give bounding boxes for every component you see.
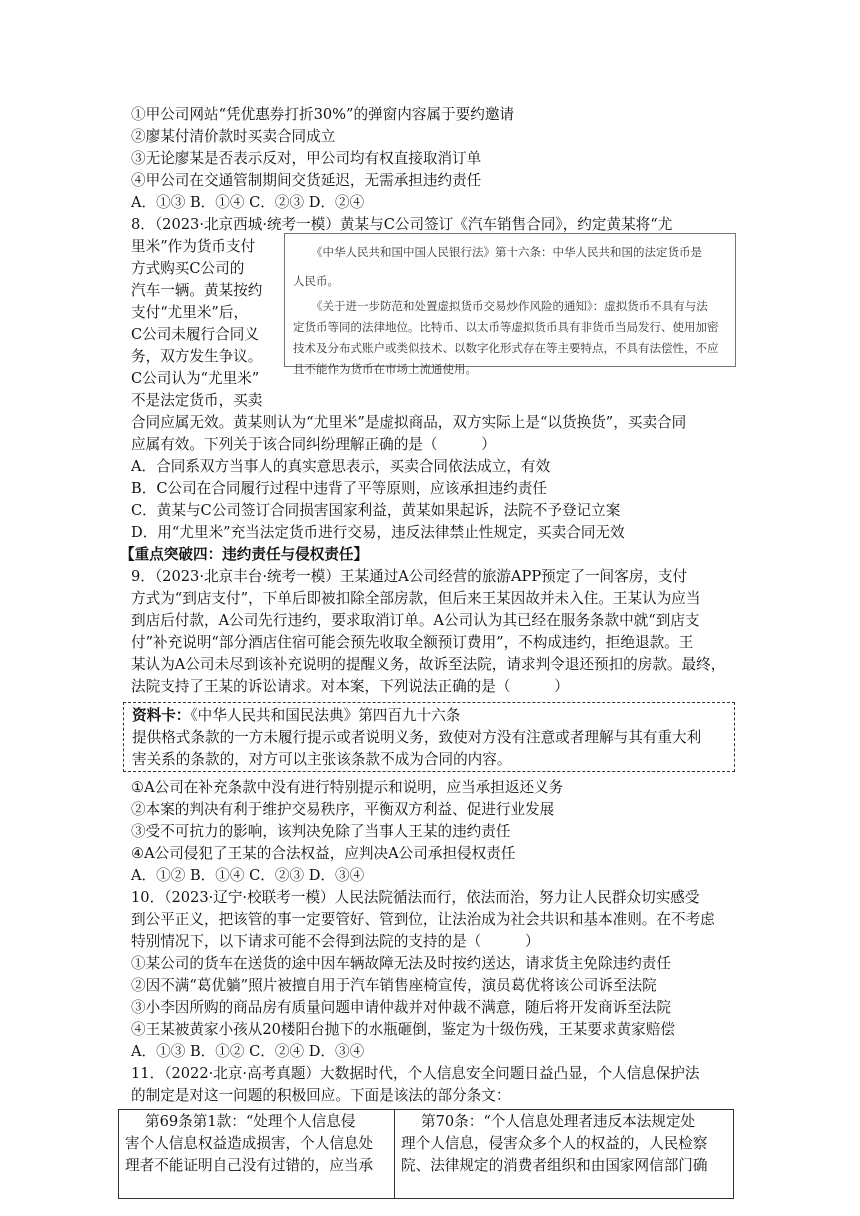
q9-option-2: ②本案的判决有利于维护交易秩序，平衡双方利益、促进行业发展: [131, 801, 555, 818]
q8-stem-line: 合同应属无效。黄某则认为“尤里米”是虚拟商品，双方实际上是“以货换货”，买卖合同: [131, 414, 687, 431]
q8-option-d: D．用“尤里米”充当法定货币进行交易，违反法律禁止性规定，买卖合同无效: [131, 524, 625, 541]
q9-question: 法院支持了王某的诉讼请求。对本案，下列说法正确的是（ ）: [131, 678, 569, 695]
q10-option-3: ③小李因所购的商品房有质量问题申请仲裁并对仲裁不满意，随后将开发商诉至法院: [131, 999, 671, 1016]
article-70-line: 第70条：“个人信息处理者违反本法规定处: [421, 1113, 696, 1130]
q11-stem-line: 的制定是对这一问题的积极回应。下面是该法的部分条文：: [131, 1087, 511, 1104]
article-69-cell: [119, 1110, 395, 1198]
q8-stem-line: 不是法定货币，买卖: [131, 392, 263, 409]
q10-stem-line: 到公平正义，把该管的事一定要管好、管到位，让法治成为社会共识和基本准则。在不考虑: [131, 911, 715, 928]
section-heading: 【重点突破四：违约责任与侵权责任】: [120, 546, 369, 563]
q8-stem-line: 方式购买C公司的: [131, 260, 245, 277]
q9-resource-card: [123, 702, 735, 772]
resource-card-source: 《中华人民共和国民法典》第四百九十六条: [190, 707, 461, 724]
resource-card-title: 资料卡：: [132, 707, 191, 724]
q7-option-2: ②廖某付清价款时买卖合同成立: [131, 128, 336, 145]
citation-line: 技术及分布式账户或类似技术、以数字化形式存在等主要特点，不具有法偿性，不应: [293, 341, 719, 355]
q11-stem-line: 11．（2022·北京·高考真题）大数据时代，个人信息安全问题日益凸显，个人信息保护法: [131, 1065, 700, 1082]
q9-stem-line: 9．（2023·北京丰台·统考一模）王某通过A公司经营的旅游APP预定了一间客房，支付: [131, 568, 688, 585]
resource-card-line: 害关系的条款的，对方可以主张该条款不成为合同的内容。: [132, 751, 512, 768]
q9-option-4: ④A公司侵犯了王某的合法权益，应判决A公司承担侵权责任: [131, 845, 516, 862]
q8-stem-line: 8．（2023·北京西城·统考一模）黄某与C公司签订《汽车销售合同》，约定黄某将“尤: [131, 216, 673, 233]
q11-law-articles-table: [118, 1109, 734, 1199]
q10-option-2: ②因不满“葛优躺”照片被擅自用于汽车销售座椅宣传，演员葛优将该公司诉至法院: [131, 977, 657, 994]
citation-line: 《中华人民共和国中国人民银行法》第十六条：中华人民共和国的法定货币是: [311, 245, 702, 259]
citation-line: 人民币。: [293, 274, 339, 288]
article-69-line: 理者不能证明自己没有过错的，应当承: [125, 1157, 374, 1174]
q10-option-1: ①某公司的货车在送货的途中因车辆故障无法及时按约送达，请求货主免除违约责任: [131, 955, 671, 972]
q8-stem-line: 里米”作为货币支付: [131, 238, 256, 255]
q10-stem-line: 10．（2023·辽宁·校联考一模）人民法院循法而行，依法而治，努力让人民群众切实感受: [131, 889, 700, 906]
q8-stem-line: 务，双方发生争议。: [131, 348, 263, 365]
article-70-line: 院、法律规定的消费者组织和由国家网信部门确: [401, 1157, 708, 1174]
q9-option-3: ③受不可抗力的影响，该判决免除了当事人王某的违约责任: [131, 823, 511, 840]
q8-stem-line: 汽车一辆。黄某按约: [131, 282, 263, 299]
q8-option-c: C．黄某与C公司签订合同损害国家利益，黄某如果起诉，法院不予登记立案: [131, 502, 621, 519]
resource-card-header: [132, 705, 460, 727]
q10-question: 特别情况下，以下请求可能不会得到法院的支持的是（ ）: [131, 933, 540, 950]
article-69-line: 第69条第1款：“处理个人信息侵: [145, 1113, 356, 1130]
q9-stem-line: 付”补充说明“部分酒店住宿可能会预先收取全额预订费用”，不构成违约，拒绝退款。王: [131, 634, 694, 651]
q10-option-4: ④王某被黄家小孩从20楼阳台抛下的水瓶砸倒，鉴定为十级伤残，王某要求黄家赔偿: [131, 1021, 675, 1038]
q7-option-3: ③无论廖某是否表示反对，甲公司均有权直接取消订单: [131, 150, 482, 167]
q9-stem-line: 某认为A公司未尽到该补充说明的提醒义务，故诉至法院，请求判令退还预扣的房款。最终，: [131, 656, 726, 673]
article-69-line: 害个人信息权益造成损害，个人信息处: [125, 1135, 374, 1152]
citation-line: 《关于进一步防范和处置虚拟货币交易炒作风险的通知》：虚拟货币不具有与法: [311, 299, 708, 313]
q8-option-b: B．C公司在合同履行过程中违背了平等原则，应该承担违约责任: [131, 480, 547, 497]
article-70-cell: [395, 1110, 733, 1198]
q8-citation-box: [284, 233, 736, 376]
q7-option-1: ①甲公司网站“凭优惠券打折30%”的弹窗内容属于要约邀请: [131, 106, 515, 123]
q7-option-4: ④甲公司在交通管制期间交货延迟，无需承担违约责任: [131, 172, 482, 189]
q9-answer-choices: A．①② B．①④ C．②③ D．③④: [131, 867, 365, 884]
citation-line: 定货币等同的法律地位。比特币、以太币等虚拟货币具有非货币当局发行、使用加密: [293, 320, 719, 334]
q9-stem-line: 到店后付款，A公司先行违约，要求取消订单。A公司认为其已经在服务条款中就“到店支: [131, 612, 700, 629]
citation-line: 且不能作为货币在市场上流通使用。: [293, 362, 477, 376]
resource-card-line: 提供格式条款的一方未履行提示或者说明义务，致使对方没有注意或者理解与其有重大利: [132, 729, 702, 746]
q8-stem-line: 支付“尤里米”后，: [131, 304, 249, 321]
q9-stem-line: 方式为“到店支付”，下单后即被扣除全部房款，但后来王某因故并未入住。王某认为应当: [131, 590, 701, 607]
q8-stem-line: C公司未履行合同义: [131, 326, 259, 343]
q8-option-a: A．合同系双方当事人的真实意思表示，买卖合同依法成立，有效: [131, 458, 551, 475]
q9-option-1: ①A公司在补充条款中没有进行特别提示和说明，应当承担返还义务: [131, 779, 564, 796]
q8-question: 应属有效。下列关于该合同纠纷理解正确的是（ ）: [131, 436, 496, 453]
q7-answer-choices: A．①③ B．①④ C．②③ D．②④: [131, 194, 365, 211]
article-70-line: 理个人信息，侵害众多个人的权益的，人民检察: [401, 1135, 708, 1152]
q10-answer-choices: A．①③ B．①② C．②④ D．③④: [131, 1043, 365, 1060]
q8-stem-line: C公司认为“尤里米”: [131, 370, 260, 387]
